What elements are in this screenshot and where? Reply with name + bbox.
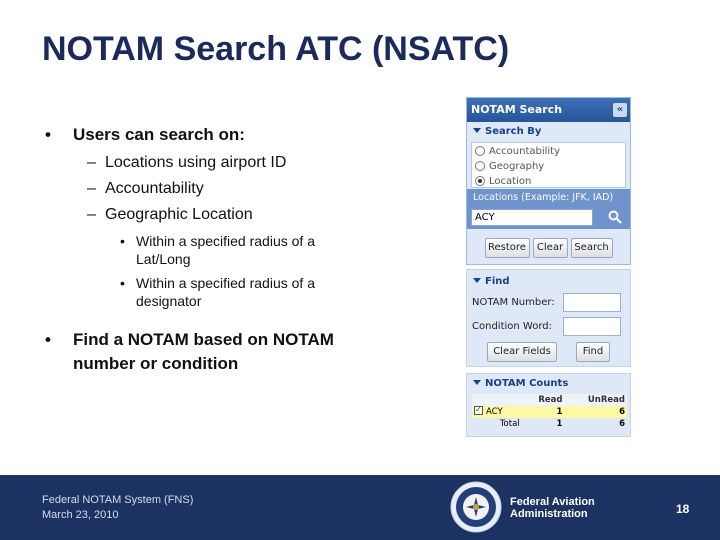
faa-seal-logo: [450, 481, 502, 533]
radio-accountability[interactable]: [489, 144, 625, 159]
collapse-icon[interactable]: «: [613, 103, 627, 117]
counts-toggle[interactable]: [467, 374, 630, 392]
total-label: Total: [499, 419, 520, 429]
sub-bullet-geographic: [40, 202, 460, 228]
search-button-row: [467, 238, 630, 258]
presentation-date: March 23, 2010: [42, 509, 119, 521]
search-by-heading: Search By: [485, 126, 542, 137]
sub-bullet-accountability: [40, 176, 460, 202]
column-header-unread: UnRead: [564, 394, 627, 406]
checkbox-icon[interactable]: [474, 406, 483, 415]
sub-bullet-text: Locations using airport ID: [105, 154, 287, 171]
column-header-read: Read: [522, 394, 565, 406]
notam-number-row: [467, 292, 630, 316]
geo-bullet-latlong: • Within a specified radius of a Lat/Long: [40, 232, 360, 268]
slide-title: NOTAM Search ATC (NSATC): [42, 30, 510, 68]
find-panel: [466, 269, 631, 367]
chevron-down-icon: [473, 278, 481, 283]
agency-name: [510, 496, 595, 520]
notam-search-header: [467, 98, 630, 122]
dash-marker: –: [87, 154, 96, 171]
condition-word-row: [467, 316, 630, 340]
clear-fields-button[interactable]: Clear Fields: [487, 342, 557, 362]
geo-bullet-designator: • Within a specified radius of a designator: [40, 274, 360, 310]
bullet-search-on: • Users can search on:: [40, 124, 460, 146]
bullet-find: • Find a NOTAM based on NOTAM number or condition: [40, 328, 340, 376]
total-row: [472, 418, 627, 430]
notam-search-panel: [466, 97, 631, 265]
sub-bullet-text: Geographic Location: [105, 206, 253, 223]
location-cell: [472, 406, 522, 418]
radio-label: Accountability: [489, 146, 561, 157]
sub-bullet-text: Accountability: [105, 180, 204, 197]
table-row[interactable]: [472, 406, 627, 418]
condition-word-input[interactable]: [563, 317, 621, 336]
search-by-toggle[interactable]: [467, 122, 630, 140]
unread-count: 6: [564, 406, 627, 418]
location-name: ACY: [486, 407, 503, 417]
chevron-down-icon: [473, 128, 481, 133]
page-number: 18: [676, 502, 690, 516]
notam-search-title: NOTAM Search: [471, 103, 563, 116]
total-unread: 6: [619, 419, 625, 429]
notam-number-label: NOTAM Number:: [472, 297, 555, 308]
total-read: 1: [556, 419, 563, 429]
search-button[interactable]: Search: [571, 238, 613, 258]
sub-bullet-locations: [40, 150, 460, 176]
read-count: 1: [522, 406, 565, 418]
condition-word-label: Condition Word:: [472, 321, 552, 332]
dash-marker: –: [87, 180, 96, 197]
chevron-down-icon: [473, 380, 481, 385]
counts-heading: NOTAM Counts: [485, 378, 569, 389]
radio-label: Location: [489, 176, 532, 187]
bullet-list: [40, 124, 460, 376]
radio-label: Geography: [489, 161, 545, 172]
search-by-options: [471, 142, 626, 188]
system-name: Federal NOTAM System (FNS): [42, 494, 194, 506]
footer-bar: [0, 475, 720, 540]
counts-header-row: [472, 394, 627, 406]
radio-location[interactable]: [489, 174, 625, 189]
radio-icon: [475, 161, 485, 171]
clear-button[interactable]: Clear: [533, 238, 568, 258]
radio-selected-icon: [475, 176, 485, 186]
restore-button[interactable]: Restore: [485, 238, 530, 258]
notam-number-input[interactable]: [563, 293, 621, 312]
search-icon[interactable]: [608, 210, 622, 224]
radio-geography[interactable]: [489, 159, 625, 174]
locations-label: Locations (Example: JFK, IAD): [467, 189, 630, 206]
find-heading: Find: [485, 276, 510, 287]
agency-line-1: Federal Aviation: [510, 496, 595, 508]
locations-input-row: [467, 206, 630, 229]
dash-marker: –: [87, 206, 96, 223]
find-button[interactable]: Find: [576, 342, 610, 362]
radio-icon: [475, 146, 485, 156]
location-input[interactable]: ACY: [471, 209, 593, 226]
find-toggle[interactable]: [467, 270, 630, 292]
counts-table: [472, 394, 627, 430]
footer-info: [42, 493, 193, 523]
notam-counts-panel: [466, 373, 631, 437]
agency-line-2: Administration: [510, 508, 588, 520]
